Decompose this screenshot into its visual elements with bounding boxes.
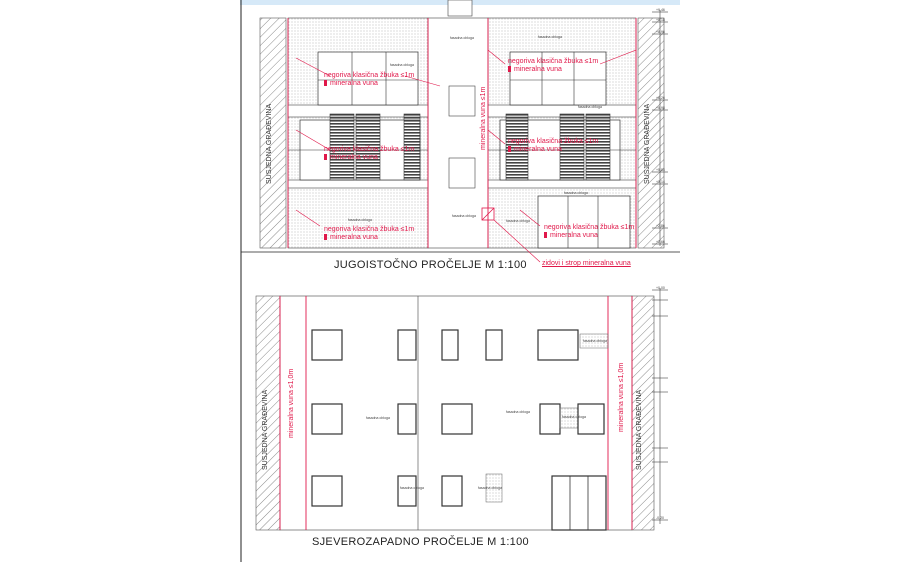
level-label-4: +6,26 — [656, 96, 665, 100]
neighbor-label-bottom-left: SUSJEDNA GRAĐEVINA — [262, 389, 269, 470]
neighbor-label-top-right: SUSJEDNA GRAĐEVINA — [644, 103, 651, 184]
tiny-label-b6: fasadna obloga — [400, 486, 424, 490]
vertical-note-bottom-right: mineralna vuna ≤1,0m — [618, 362, 625, 432]
level-label-2: +9,18 — [656, 18, 665, 22]
note-5: negoriva klasična žbuka ≤1m mineralna vuna — [324, 226, 415, 241]
tiny-label-2: fasadna obloga — [538, 35, 562, 39]
neighbor-wall-left — [260, 18, 286, 248]
level-label-6: +5,84 — [656, 168, 665, 172]
note-6: negoriva klasična žbuka ≤1m mineralna vuna — [544, 224, 635, 239]
level-label-7: +3,14 — [656, 180, 665, 184]
vertical-note-top: mineralna vuna ≤1m — [480, 86, 487, 150]
tiny-label-b2: fasadna obloga — [506, 410, 530, 414]
tiny-label-b1: fasadna obloga — [366, 416, 390, 420]
tiny-label-3: fasadna obloga — [450, 36, 474, 40]
tiny-label-8: fasadna obloga — [578, 105, 602, 109]
level-label-5: +5,98 — [656, 106, 665, 110]
tiny-label-b4: fasadna obloga — [562, 415, 586, 419]
level-markers-bottom — [652, 288, 668, 524]
neighbor-label-top: SUSJEDNA GRAĐEVINA — [266, 103, 273, 184]
level-label-9: +2,66 — [656, 240, 665, 244]
level-label-11: -0,20 — [656, 516, 664, 520]
note-2: negoriva klasična žbuka ≤1m mineralna vuna — [508, 58, 599, 73]
title-southeast: JUGOISTOČNO PROČELJE M 1:100 — [334, 259, 527, 271]
tiny-label-4: fasadna obloga — [348, 218, 372, 222]
tiny-label-b3: fasadna obloga — [583, 339, 607, 343]
neighbor-label-bottom-right: SUSJEDNA GRAĐEVINA — [636, 389, 643, 470]
northwest-elevation — [256, 296, 654, 530]
level-label-3: +8,96 — [656, 30, 665, 34]
tiny-label-5: fasadna obloga — [452, 214, 476, 218]
note-1: negoriva klasična žbuka ≤1m mineralna vuna — [324, 72, 415, 87]
note-4: negoriva klasična žbuka ≤1m mineralna vuna — [508, 138, 599, 153]
level-label-1: +9,46 — [656, 8, 665, 12]
tiny-label-6: fasadna obloga — [506, 219, 530, 223]
bottom-note: zidovi i strop mineralna vuna — [542, 260, 631, 267]
level-label-8: +2,86 — [656, 224, 665, 228]
tiny-label-b5: fasadna obloga — [478, 486, 502, 490]
tiny-label-1: fasadna obloga — [390, 63, 414, 67]
tiny-label-7: fasadna obloga — [564, 191, 588, 195]
title-northwest: SJEVEROZAPADNO PROČELJE M 1:100 — [312, 536, 529, 548]
level-label-10: +0,00 — [656, 286, 665, 290]
note-3: negoriva klasična žbuka ≤1m mineralna vuna — [324, 146, 415, 161]
vertical-note-bottom-left: mineralna vuna ≤1,0m — [288, 368, 295, 438]
